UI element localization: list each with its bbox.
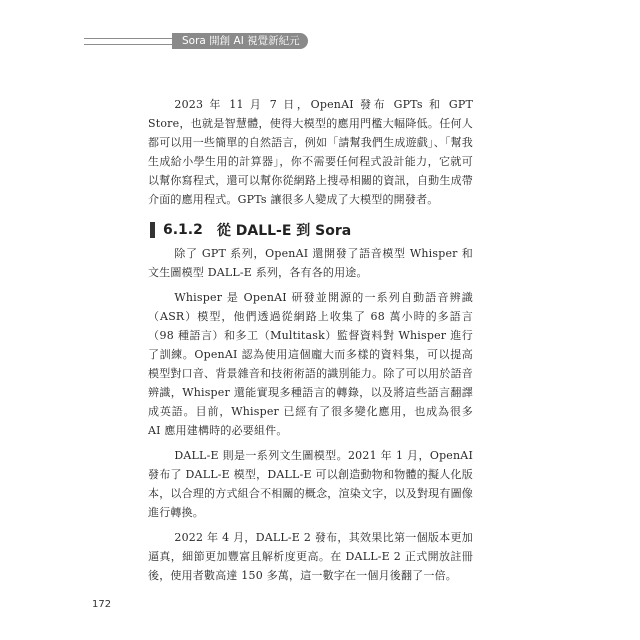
paragraph-dalle: DALL-E 則是一系列文生圖模型。2021 年 1 月，OpenAI 發布了 DALL-E 模型，DALL-E 可以創造動物和物體的擬人化版本，以合理的方式組合不相關的概念，渲染文字，以及對現有圖像進行轉換。 xyxy=(148,449,473,519)
intro-text-block xyxy=(148,95,473,215)
section-heading xyxy=(150,220,351,240)
paragraph-whisper: Whisper 是 OpenAI 研發並開源的一系列自動語音辨識（ASR）模型，他們透過從網路上收集了 68 萬小時的多語言（98 種語言）和多工（Multitask）監督資料對 Whisper 進行了訓練。OpenAI 認為使用這個龐大而多樣的資料集，可以提高模型對口音、背景雜音和技術術語的識別能力。除了可以用於語音辨識，Whisper 還能實現多種語言的轉錄，以及將這些語言翻譯成英語。目前，Whisper 已經有了很多變化應用，也成為很多 AI 應用建構時的必要組件。 xyxy=(148,291,473,437)
paragraph-gpt-series: 除了 GPT 系列，OpenAI 還開發了語音模型 Whisper 和文生圖模型 DALL-E 系列，各有各的用途。 xyxy=(148,247,473,279)
page-number: 172 xyxy=(92,599,112,610)
paragraph-gpts: 2023 年 11 月 7 日，OpenAI 發布 GPTs 和 GPT Store，也就是智慧體，使得大模型的應用門檻大幅降低。任何人都可以用一些簡單的自然語言，例如「請幫我們生成遊戲」、「幫我生成給小學生用的計算器」，你不需要任何程式設計能力，它就可以幫你寫程式，還可以幫你從網路上搜尋相關的資訊，自動生成帶介面的應用程式。GPTs 讓很多人變成了大模型的開發者。 xyxy=(148,98,473,206)
running-header-book-title: Sora 開創 AI 視覺新紀元 xyxy=(172,33,308,49)
section-title: 從 DALL-E 到 Sora xyxy=(216,223,352,239)
section-text-block xyxy=(148,244,473,591)
section-number: 6.1.2 xyxy=(163,222,203,238)
header-decorative-rule xyxy=(84,38,176,45)
heading-marker-bar xyxy=(150,222,155,238)
paragraph-dalle-2: 2022 年 4 月，DALL-E 2 發布，其效果比第一個版本更加逼真，細節更加豐富且解析度更高。在 DALL-E 2 正式開放註冊後，使用者數高達 150 多萬，這一數字在一個月後翻了一倍。 xyxy=(148,531,473,582)
